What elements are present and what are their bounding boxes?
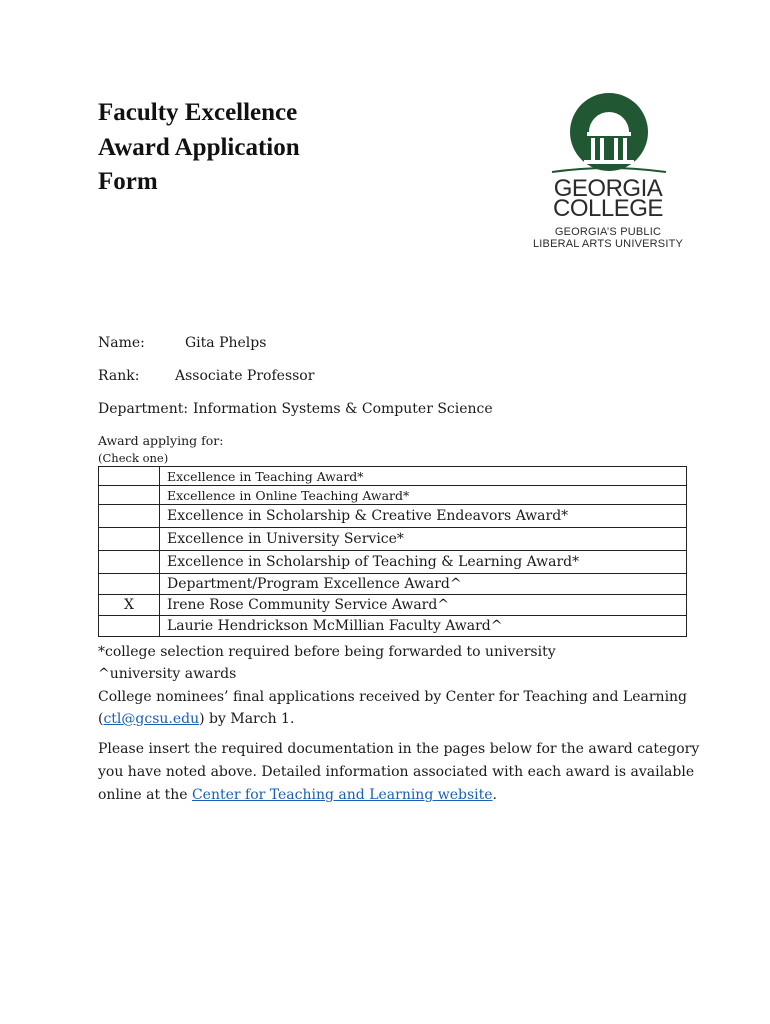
- award-name: Excellence in Scholarship & Creative Endeavors Award*: [160, 505, 687, 528]
- ctl-website-link[interactable]: Center for Teaching and Learning website: [191, 787, 493, 803]
- deadline-text: ) by March 1.: [199, 710, 295, 727]
- instructions-line-2: you have noted above. Detailed information associated with each award is available: [98, 764, 695, 780]
- award-row[interactable]: [99, 551, 687, 574]
- instructions-suffix: .: [492, 787, 497, 803]
- instructions-prefix: online at the: [98, 787, 192, 803]
- rank-label: Rank:: [98, 368, 140, 384]
- received-line: College nominees’ final applications received by Center for Teaching and Learning: [98, 688, 688, 705]
- logo-tagline-2: LIBERAL ARTS UNIVERSITY: [532, 238, 684, 250]
- logo-wordmark-line-2: COLLEGE: [553, 195, 663, 222]
- title-line-3: Form: [98, 168, 158, 195]
- university-awards-note: ^university awards: [98, 666, 237, 683]
- awards-table: [98, 466, 687, 637]
- award-name: Laurie Hendrickson McMillian Faculty Award^: [160, 616, 687, 637]
- award-row[interactable]: [99, 574, 687, 595]
- logo-tagline-1: GEORGIA’S PUBLIC: [554, 226, 662, 238]
- award-checkbox-cell[interactable]: [99, 616, 160, 637]
- award-checkbox-cell[interactable]: [99, 467, 160, 486]
- notes-block: [98, 641, 698, 730]
- rank-value: Associate Professor: [175, 368, 315, 384]
- page-title: [98, 96, 398, 200]
- name-value: Gita Phelps: [185, 335, 267, 351]
- award-name: Excellence in Teaching Award*: [160, 467, 687, 486]
- award-checkbox-cell[interactable]: [99, 528, 160, 551]
- instructions-paragraph: [98, 738, 698, 807]
- award-checkbox-cell[interactable]: [99, 486, 160, 505]
- award-name: Excellence in University Service*: [160, 528, 687, 551]
- award-checkbox-cell[interactable]: [99, 551, 160, 574]
- award-row[interactable]: [99, 505, 687, 528]
- award-checkbox-cell[interactable]: X: [99, 595, 160, 616]
- email-open-paren: (: [98, 710, 104, 727]
- award-sublabel: (Check one): [98, 451, 169, 465]
- award-name: Excellence in Scholarship of Teaching & Learning Award*: [160, 551, 687, 574]
- department-value: Information Systems & Computer Science: [193, 401, 493, 417]
- award-checkbox-cell[interactable]: [99, 574, 160, 595]
- award-label: Award applying for:: [98, 433, 224, 448]
- deadline-line: [98, 708, 698, 730]
- award-name: Excellence in Online Teaching Award*: [160, 486, 687, 505]
- award-row[interactable]: [99, 616, 687, 637]
- department-label: Department:: [98, 401, 189, 417]
- instructions-line-3: [98, 784, 698, 807]
- award-row[interactable]: [99, 467, 687, 486]
- award-name: Department/Program Excellence Award^: [160, 574, 687, 595]
- title-line-2: Award Application: [98, 133, 300, 161]
- award-row[interactable]: [99, 486, 687, 505]
- award-row[interactable]: [99, 528, 687, 551]
- award-row[interactable]: [99, 595, 687, 616]
- logo-wordmark-line-1: GEORGIA: [553, 175, 663, 202]
- award-checkbox-cell[interactable]: [99, 505, 160, 528]
- name-label: Name:: [98, 335, 145, 351]
- college-selection-note: *college selection required before being forwarded to university: [98, 644, 556, 660]
- instructions-line-1: Please insert the required documentation in the pages below for the award category: [98, 741, 700, 757]
- title-line-1: Faculty Excellence: [98, 99, 298, 126]
- email-link[interactable]: ctl@gcsu.edu: [103, 710, 200, 727]
- award-name: Irene Rose Community Service Award^: [160, 595, 687, 616]
- georgia-college-logo: [528, 92, 688, 254]
- rotunda-emblem-icon: [528, 92, 688, 178]
